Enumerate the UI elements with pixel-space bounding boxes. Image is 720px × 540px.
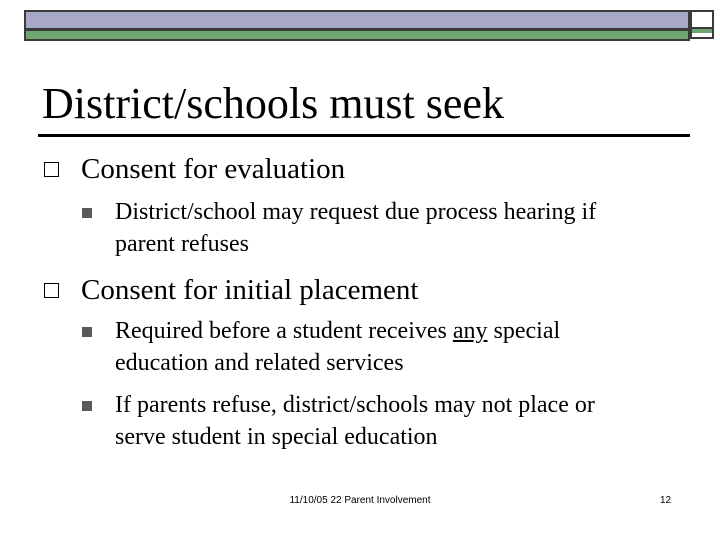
hollow-square-bullet-icon (44, 162, 59, 177)
header-corner-box (690, 10, 714, 39)
filled-square-bullet-icon (82, 327, 92, 337)
sub-bullet-line: If parents refuse, district/schools may not place or (115, 392, 595, 418)
title-divider (38, 134, 690, 137)
sub-bullet-line: District/school may request due process hearing if (115, 199, 597, 225)
sub-bullet-line: serve student in special education (115, 424, 438, 450)
footer-text: 11/10/05 22 Parent Involvement (289, 495, 431, 506)
header-bar-gray (24, 10, 690, 30)
sub-bullet-line: education and related services (115, 350, 404, 376)
filled-square-bullet-icon (82, 401, 92, 411)
sub-bullet-line (115, 315, 560, 348)
filled-square-bullet-icon (82, 208, 92, 218)
sub-bullet-line: parent refuses (115, 231, 249, 257)
sub-bullet-text-pre: Required before a student receives (115, 318, 453, 344)
slide-title: District/schools must seek (42, 79, 504, 128)
header-bar-green (24, 29, 690, 41)
hollow-square-bullet-icon (44, 283, 59, 298)
page-number: 12 (660, 495, 672, 506)
bullet-consent-evaluation: Consent for evaluation (81, 153, 346, 185)
header-decoration (24, 10, 690, 39)
bullet-consent-placement: Consent for initial placement (81, 274, 419, 306)
sub-bullet-text-post: special (487, 318, 561, 344)
emphasized-word: any (452, 318, 488, 344)
